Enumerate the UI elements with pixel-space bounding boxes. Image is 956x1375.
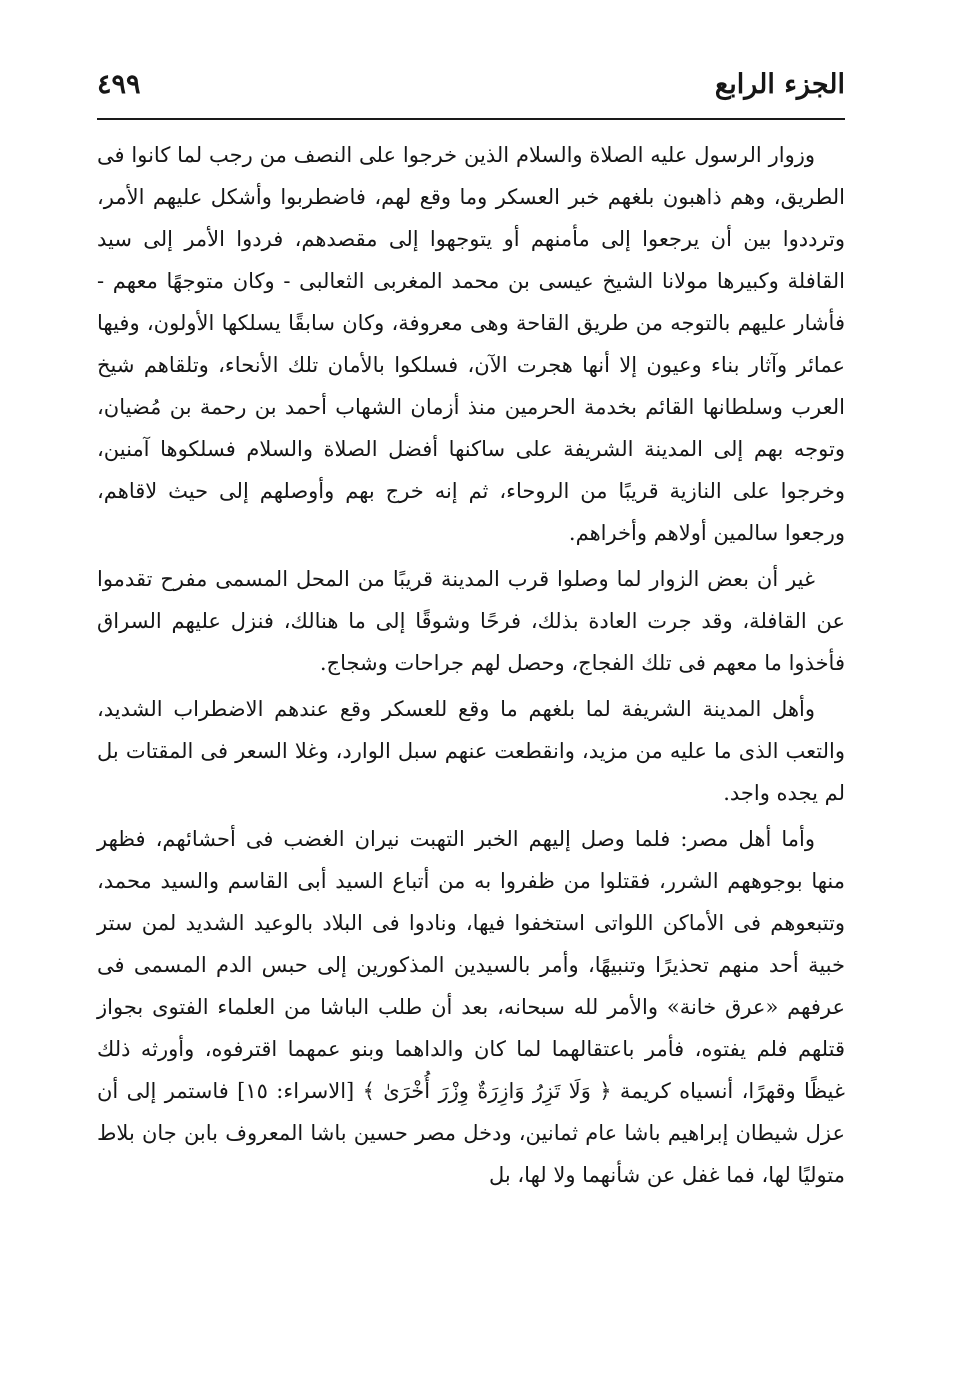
paragraph-medina: وأهل المدينة الشريفة لما بلغهم ما وقع للعسكر وقع عندهم الاضطراب الشديد، والتعب الذى ما عليه من مزيد، وانقطعت عنهم سبل الوارد، وغلا السعر فى المقتات بل لم يجده واجد. bbox=[97, 697, 845, 805]
paragraph-egypt: وأما أهل مصر: فلما وصل إليهم الخبر التهبت نيران الغضب فى أحشائهم، فظهر منها بوجوههم الشرر، فقتلوا من ظفروا به من أتباع السيد أبى القاسم والسيد محمد، وتتبعوهم فى الأماكن اللواتى استخفوا فيها، ونادوا فى البلاد بالوعيد الشديد لمن ستر خبية أحد منهم تحذيرًا وتنبيهًا، وأمر بالسيدين المذكورين إلى حبس الدم المسمى فى عرفهم «عرق خانة» والأمر لله سبحانه، بعد أن طلب الباشا من العلماء الفتوى بجواز قتلهم فلم يفتوه، فأمر باعتقالهما لما كان والداهما وبنو عمهما اقترفوه، وأورثه ذلك غيظًا وقهرًا، أنسياه كريمة ﴿ وَلَا تَزِرُ وَازِرَةٌ وِزْرَ أُخْرَىٰ ﴾ [الاسراء: ١٥] فاستمر إلى أن عزل شيطان إبراهيم باشا عام ثمانين، ودخل مصر حسين باشا المعروف بابن جان بلاط متوليًا لها، فما غفل عن شأنهما ولا لها، بل bbox=[97, 827, 845, 1187]
paragraph-pilgrims: وزوار الرسول عليه الصلاة والسلام الذين خرجوا على النصف من رجب لما كانوا فى الطريق، وهم ذاهبون بلغهم خبر العسكر وما وقع لهم، فاضطربوا وأشكل عليهم الأمر، وترددوا بين أن يرجعوا إلى مأمنهم أو يتوجهوا إلى مقصدهم، فردوا الأمر إلى سيد القافلة وكبيرها مولانا الشيخ عيسى بن محمد المغربى الثعالبى - وكان متوجهًا معهم - فأشار عليهم بالتوجه من طريق القاحة وهى معروفة، وكان سابقًا يسلكها الأولون، وفيها عمائر وآثار بناء وعيون إلا أنها هجرت الآن، فسلكوا بالأمان تلك الأنحاء، وتلقاهم شيخ العرب وسلطانها القائم بخدمة الحرمين منذ أزمان الشهاب أحمد بن رحمة بن مُضيان، وتوجه بهم إلى المدينة الشريفة على ساكنها أفضل الصلاة والسلام فسلكوها آمنين، وخرجوا على النازية قريبًا من الروحاء، ثم إنه خرج بهم وأوصلهم إلى حيث لاقاهم، ورجعوا سالمين أولاهم وأخراهم. bbox=[97, 143, 845, 545]
page-number: ٤٩٩ bbox=[97, 69, 141, 100]
volume-title: الجزء الرابع bbox=[714, 69, 845, 100]
paragraph-robbers: غير أن بعض الزوار لما وصلوا قرب المدينة قريبًا من المحل المسمى مفرح تقدموا عن القافلة، وقد جرت العادة بذلك، فرحًا وشوقًا إلى ما هنالك، فنزل عليهم السراق فأخذوا ما معهم فى تلك الفجاج، وحصل لهم جراحات وشجاج. bbox=[97, 567, 845, 675]
running-head bbox=[97, 62, 845, 114]
header-rule bbox=[97, 118, 845, 120]
body-text bbox=[97, 134, 845, 1196]
